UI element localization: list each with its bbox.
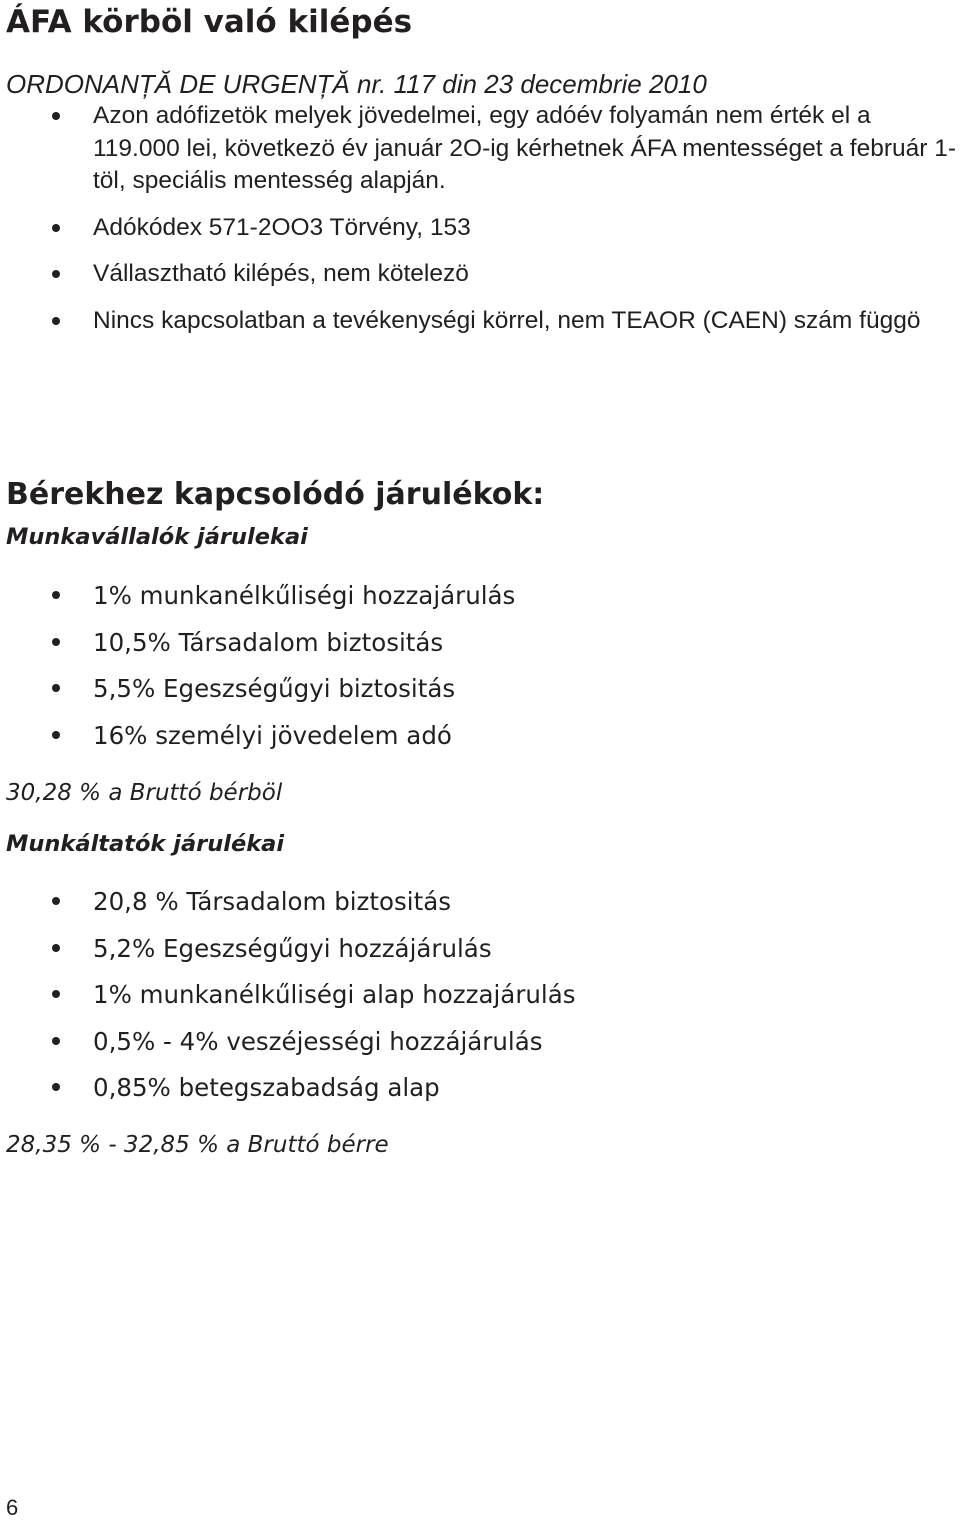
list-item-text: 16% személyi jövedelem adó	[93, 720, 452, 750]
list-item	[0, 305, 960, 338]
list-item-text: Vállasztható kilépés, nem kötelezö	[93, 260, 469, 287]
page-number: 6	[6, 1495, 19, 1520]
list-item-text: 0,5% - 4% veszéjességi hozzájárulás	[93, 1026, 543, 1056]
list-item	[0, 212, 960, 245]
vat-exit-list	[0, 100, 960, 337]
bullet-icon	[52, 112, 60, 120]
ordinance-reference: ORDONANȚĂ DE URGENȚĂ nr. 117 din 23 decembrie 2010	[6, 69, 707, 99]
bullet-icon	[52, 224, 60, 232]
list-item	[0, 670, 960, 707]
list-item-text: 1% munkanélkűliségi hozzajárulás	[93, 581, 516, 610]
list-item-text: 5,2% Egeszségűgyi hozzájárulás	[93, 933, 492, 963]
list-item-text: 20,8 % Társadalom biztositás	[93, 887, 451, 916]
bullet-icon	[52, 317, 60, 325]
list-item	[0, 1069, 960, 1106]
bullet-icon	[52, 944, 60, 952]
list-item-text: 1% munkanélkűliségi alap hozzajárulás	[93, 980, 576, 1009]
bullet-icon	[52, 1037, 60, 1045]
list-item	[0, 976, 960, 1013]
list-item-text: 0,85% betegszabadság alap	[93, 1073, 440, 1102]
list-item-text: Adókódex 571-2OO3 Törvény, 153	[93, 213, 471, 241]
bullet-icon	[52, 684, 60, 692]
employee-total: 30,28 % a Bruttó bérböl	[6, 780, 283, 806]
list-item	[0, 883, 960, 920]
list-item	[0, 624, 960, 661]
bullet-icon	[52, 990, 60, 998]
bullet-icon	[52, 638, 60, 646]
employers-heading: Munkáltatók járulékai	[6, 831, 285, 857]
bullet-icon	[52, 731, 60, 739]
list-item-text: Azon adófizetök melyek jövedelmei, egy adóév folyamán nem érték el a 119.000 lei, következö év január 2O-ig kérhetnek ÁFA mentességet a február 1-töl, speciális mentesség alapján.	[93, 102, 956, 194]
bullet-icon	[52, 270, 60, 278]
bullet-icon	[52, 897, 60, 905]
list-item	[0, 717, 960, 754]
employee-contributions-list	[0, 577, 960, 754]
list-item	[0, 258, 960, 291]
bullet-icon	[52, 591, 60, 599]
list-item	[0, 1023, 960, 1060]
employees-heading: Munkavállalók járulekai	[6, 524, 308, 550]
list-item	[0, 577, 960, 614]
page-title: ÁFA körböl való kilépés	[6, 4, 413, 40]
list-item-text: 5,5% Egeszségűgyi biztositás	[93, 674, 456, 703]
list-item-text: Nincs kapcsolatban a tevékenységi körrel, nem TEAOR (CAEN) szám függö	[93, 306, 921, 334]
list-item	[0, 930, 960, 967]
bullet-icon	[52, 1083, 60, 1091]
list-item-text: 10,5% Társadalom biztositás	[93, 627, 444, 657]
employer-contributions-list	[0, 883, 960, 1106]
contributions-heading: Bérekhez kapcsolódó járulékok:	[6, 476, 545, 512]
employer-total: 28,35 % - 32,85 % a Bruttó bérre	[6, 1132, 389, 1158]
list-item	[0, 100, 960, 198]
